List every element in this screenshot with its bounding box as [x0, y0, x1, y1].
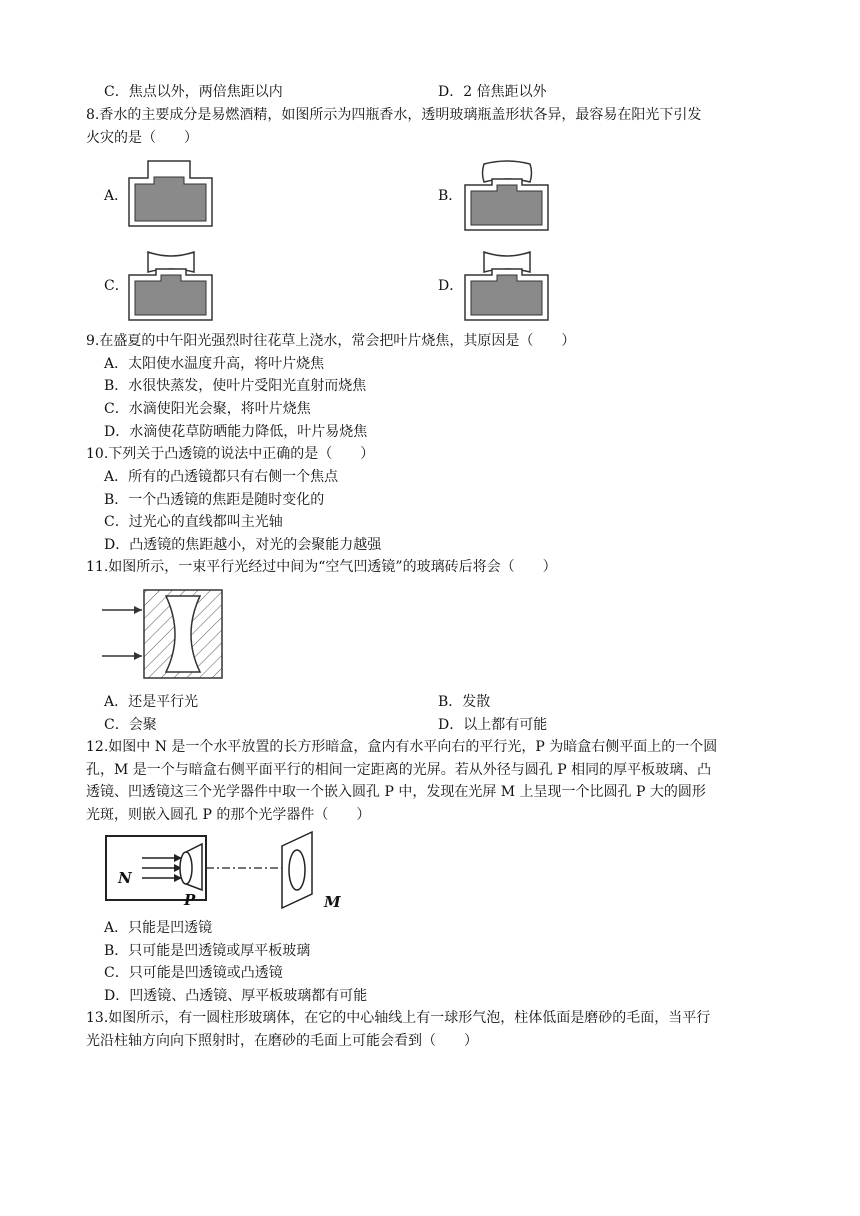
q8-label-b: B． [438, 188, 463, 204]
q9-option-a: A．太阳使水温度升高，将叶片烧焦 [104, 356, 325, 372]
q12-darkbox-figure [102, 830, 352, 912]
option-d-prev: D．2 倍焦距以外 [438, 84, 547, 100]
q8-bottle-b [462, 160, 552, 232]
q12-stem-line2: 孔，M 是一个与暗盒右侧平面平行的相间一定距离的光屏。若从外径与圆孔 P 相同的厚平板玻璃、凸 [86, 762, 712, 778]
q8-label-c: C． [104, 278, 129, 294]
q12-label-m: M [324, 893, 341, 911]
option-c-prev: C．焦点以外，两倍焦距以内 [104, 84, 283, 100]
q10-option-b: B．一个凸透镜的焦距是随时变化的 [104, 492, 325, 508]
q10-option-d: D．凸透镜的焦距越小，对光的会聚能力越强 [104, 537, 382, 553]
q12-stem-line3: 透镜、凹透镜这三个光学器件中取一个嵌入圆孔 P 中，发现在光屏 M 上呈现一个比圆孔 P 大的圆形 [86, 784, 706, 800]
q8-label-d: D． [438, 278, 464, 294]
q9-option-b: B．水很快蒸发，使叶片受阳光直射而烧焦 [104, 378, 367, 394]
q8-bottle-c [126, 250, 216, 322]
q8-stem-line1: 8.香水的主要成分是易燃酒精，如图所示为四瓶香水，透明玻璃瓶盖形状各异，最容易在阳光下引发 [86, 107, 702, 123]
q12-stem-line4: 光斑，则嵌入圆孔 P 的那个光学器件（ ） [86, 807, 371, 823]
q10-stem: 10.下列关于凸透镜的说法中正确的是（ ） [86, 446, 375, 462]
q12-option-b: B．只可能是凹透镜或厚平板玻璃 [104, 943, 311, 959]
q8-label-a: A． [104, 188, 129, 204]
q10-option-a: A．所有的凸透镜都只有右侧一个焦点 [104, 469, 339, 485]
q12-stem-line1: 12.如图中 N 是一个水平放置的长方形暗盒，盒内有水平向右的平行光，P 为暗盒右侧平面上的一个圆 [86, 739, 718, 755]
q12-label-p: P [184, 891, 196, 909]
q10-option-c: C．过光心的直线都叫主光轴 [104, 514, 283, 530]
q11-option-c: C．会聚 [104, 717, 157, 733]
q12-option-c: C．只可能是凹透镜或凸透镜 [104, 965, 283, 981]
q9-option-d: D．水滴使花草防晒能力降低，叶片易烧焦 [104, 424, 368, 440]
q9-option-c: C．水滴使阳光会聚，将叶片烧焦 [104, 401, 311, 417]
q9-stem: 9.在盛夏的中午阳光强烈时往花草上浇水，常会把叶片烧焦，其原因是（ ） [86, 333, 576, 349]
q11-glass-brick-figure [100, 586, 226, 682]
q13-stem-line2: 光沿柱轴方向向下照射时，在磨砂的毛面上可能会看到（ ） [86, 1033, 478, 1049]
q11-option-d: D．以上都有可能 [438, 717, 548, 733]
q12-label-n: N [118, 869, 132, 887]
q8-bottle-d [462, 250, 552, 322]
q12-option-d: D．凹透镜、凸透镜、厚平板玻璃都有可能 [104, 988, 368, 1004]
q11-option-b: B．发散 [438, 694, 491, 710]
q11-option-a: A．还是平行光 [104, 694, 199, 710]
q12-option-a: A．只能是凹透镜 [104, 920, 213, 936]
q11-stem: 11.如图所示，一束平行光经过中间为“空气凹透镜”的玻璃砖后将会（ ） [86, 559, 557, 575]
q8-stem-line2: 火灾的是（ ） [86, 130, 198, 146]
q13-stem-line1: 13.如图所示，有一圆柱形玻璃体，在它的中心轴线上有一球形气泡，柱体低面是磨砂的毛面，当平行 [86, 1010, 711, 1026]
q8-bottle-a [126, 158, 216, 228]
